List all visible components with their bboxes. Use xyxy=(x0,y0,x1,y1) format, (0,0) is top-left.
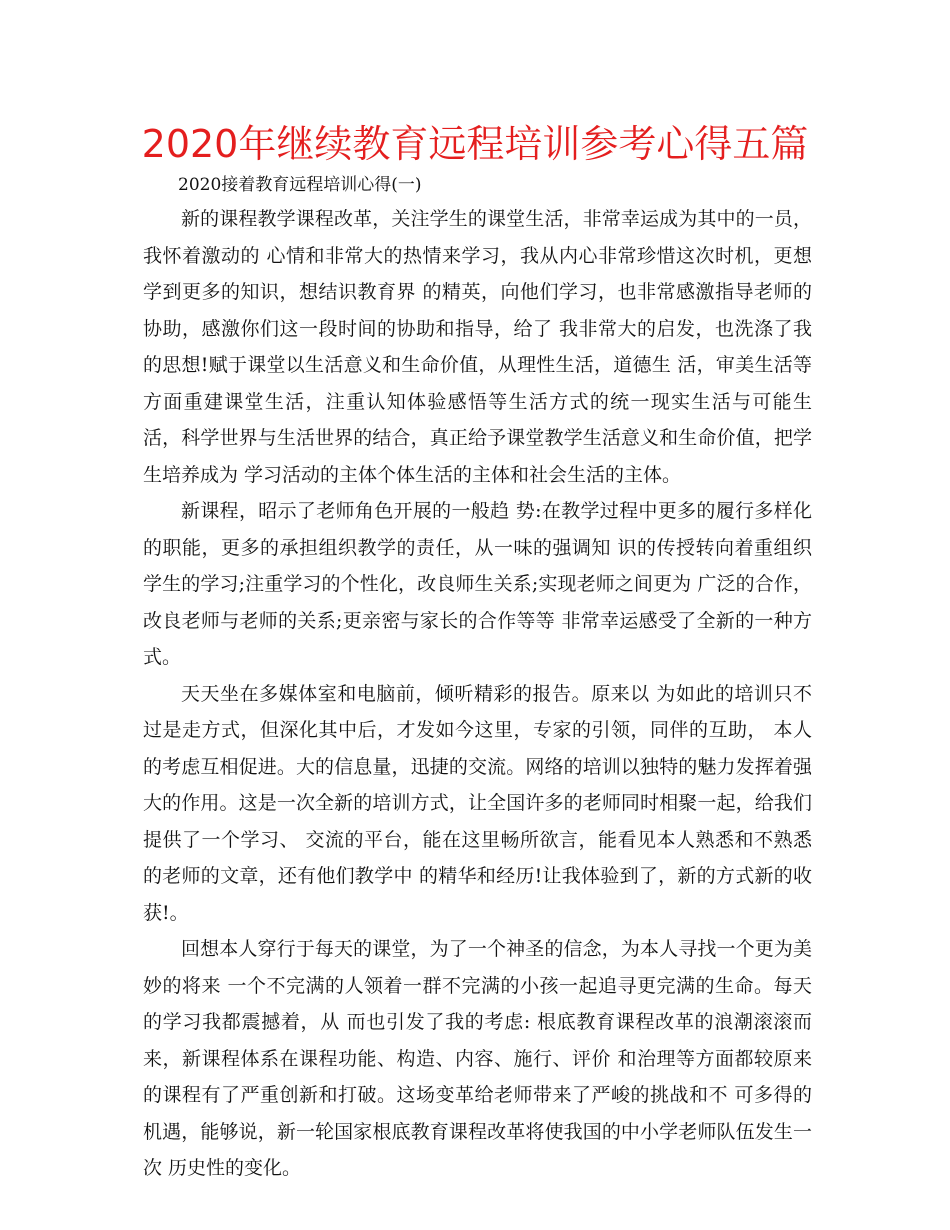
paragraph-4: 回想本人穿行于每天的课堂，为了一个神圣的信念，为本人寻找一个更为美妙的将来 一个不完满的人领着一群不完满的小孩一起追寻更完满的生命。每天的学习我都震撼着，从 而也引发了我的考虑: 根底教育课程改革的浪潮滚滚而来，新课程体系在课程功能、构造、内容、施行、评价 和治理等方面都较原来的课程有了严重创新和打破。这场变革给老师带来了严峻的挑战和不 可多得的机遇，能够说，新一轮国家根底教育课程改革将使我国的中小学老师队伍发生一次 历史性的变化。 xyxy=(143,938,812,1179)
paragraph-2: 新课程，昭示了老师角色开展的一般趋 势:在教学过程中更多的履行多样化的职能，更多的承担组织教学的责任，从一味的强调知 识的传授转向着重组织学生的学习;注重学习的个性化，改良师生关系;实现老师之间更为 广泛的合作，改良老师与老师的关系;更亲密与家长的合作等等 非常幸运感受了全新的一种方式。 xyxy=(143,500,812,668)
document-body xyxy=(143,201,812,1187)
document-title: 2020年继续教育远程培训参考心得五篇 xyxy=(141,122,809,166)
section-heading: 2020接着教育远程培训心得(一) xyxy=(178,175,422,195)
paragraph-1: 新的课程教学课程改革，关注学生的课堂生活，非常幸运成为其中的一员，我怀着激动的 心情和非常大的热情来学习，我从内心非常珍惜这次时机，更想学到更多的知识，想结识教育界 的精英，向他们学习，也非常感激指导老师的协助，感激你们这一段时间的协助和指导，给了 我非常大的启发，也洗涤了我的思想!赋于课堂以生活意义和生命价值，从理性生活，道德生 活，审美生活等方面重建课堂生活，注重认知体验感悟等生活方式的统一现实生活与可能生 活，科学世界与生活世界的结合，真正给予课堂教学生活意义和生命价值，把学生培养成为 学习活动的主体个体生活的主体和社会生活的主体。 xyxy=(143,208,812,486)
paragraph-3: 天天坐在多媒体室和电脑前，倾听精彩的报告。原来以 为如此的培训只不过是走方式，但深化其中后，才发如今这里，专家的引领，同伴的互助， 本人的考虑互相促进。大的信息量，迅捷的交流。网络的培训以独特的魅力发挥着强大的作用。这是一次全新的培训方式，让全国许多的老师同时相聚一起，给我们提供了一个学习、 交流的平台，能在这里畅所欲言，能看见本人熟悉和不熟悉的老师的文章，还有他们教学中 的精华和经历!让我体验到了，新的方式新的收获!。 xyxy=(143,682,812,924)
